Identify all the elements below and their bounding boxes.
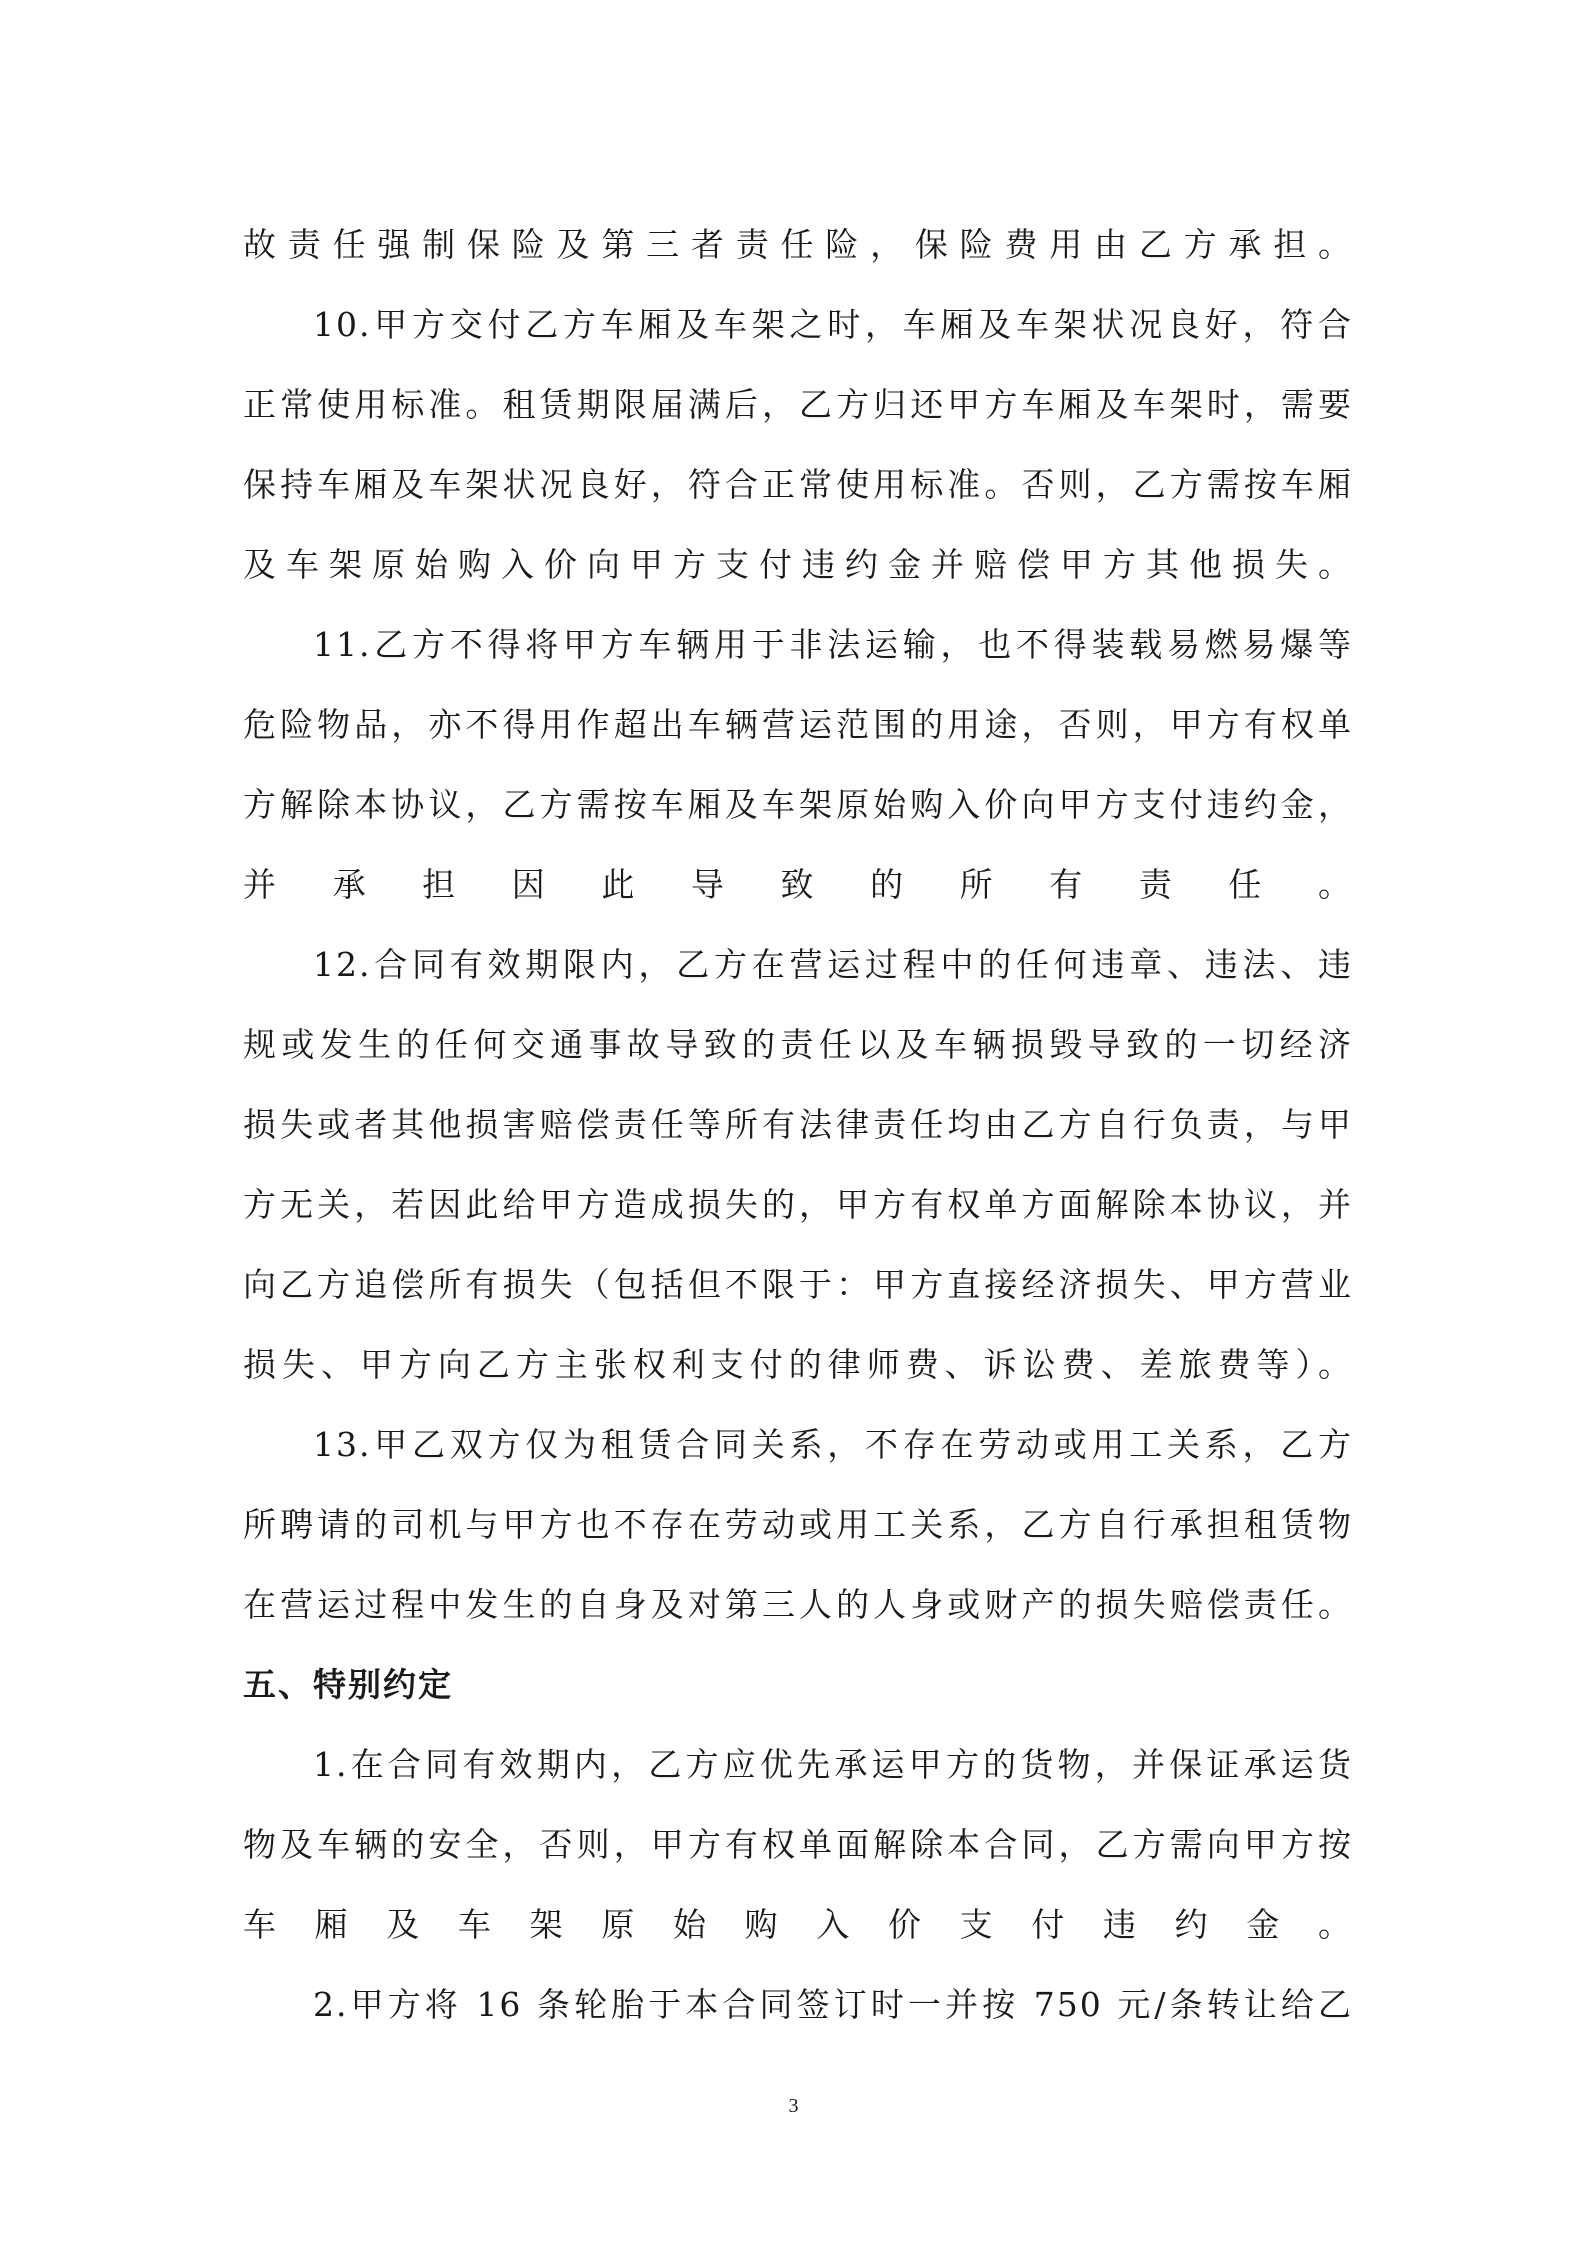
text-line: 损失或者其他损害赔偿责任等所有法律责任均由乙方自行负责，与甲: [243, 1105, 1353, 1144]
text-line: 1.在合同有效期内，乙方应优先承运甲方的货物，并保证承运货: [313, 1745, 1353, 1784]
text-line: 危险物品，亦不得用作超出车辆营运范围的用途，否则，甲方有权单: [243, 705, 1353, 744]
text-line: 及车架原始购入价向甲方支付违约金并赔偿甲方其他损失。: [243, 545, 1353, 584]
special-clause-1: [243, 1725, 1353, 1965]
text-line: 向乙方追偿所有损失（包括但不限于：甲方直接经济损失、甲方营业: [243, 1265, 1353, 1304]
text-line: 12.合同有效期限内，乙方在营运过程中的任何违章、违法、违: [313, 945, 1353, 984]
text-line: 方解除本协议，乙方需按车厢及车架原始购入价向甲方支付违约金，: [243, 785, 1353, 824]
text-line: 车厢及车架原始购入价支付违约金。: [243, 1905, 1353, 1944]
text-line: 并承担因此导致的所有责任。: [243, 865, 1353, 904]
document-body: [243, 205, 1353, 2045]
text-line: 方无关，若因此给甲方造成损失的，甲方有权单方面解除本协议，并: [243, 1185, 1353, 1224]
page-number: 3: [788, 2095, 799, 2117]
section-heading: 五、特别约定: [243, 1665, 453, 1704]
special-clause-2: [243, 1965, 1353, 2045]
text-line: 正常使用标准。租赁期限届满后，乙方归还甲方车厢及车架时，需要: [243, 385, 1353, 424]
text-line: 2.甲方将 16 条轮胎于本合同签订时一并按 750 元/条转让给乙: [313, 1985, 1353, 2024]
text-line: 损失、甲方向乙方主张权利支付的律师费、诉讼费、差旅费等）。: [243, 1345, 1353, 1384]
paragraph-continued: [243, 205, 1353, 285]
clause-10: [243, 285, 1353, 605]
clause-12: [243, 925, 1353, 1405]
text-line: 在营运过程中发生的自身及对第三人的人身或财产的损失赔偿责任。: [243, 1585, 1353, 1624]
text-line: 物及车辆的安全，否则，甲方有权单面解除本合同，乙方需向甲方按: [243, 1825, 1353, 1864]
text-line: 保持车厢及车架状况良好，符合正常使用标准。否则，乙方需按车厢: [243, 465, 1353, 504]
text-line: 规或发生的任何交通事故导致的责任以及车辆损毁导致的一切经济: [243, 1025, 1353, 1064]
text-line: 10.甲方交付乙方车厢及车架之时，车厢及车架状况良好，符合: [313, 305, 1353, 344]
clause-11: [243, 605, 1353, 925]
text-line: 故责任强制保险及第三者责任险，保险费用由乙方承担。: [243, 225, 1353, 264]
text-line: 13.甲乙双方仅为租赁合同关系，不存在劳动或用工关系，乙方: [313, 1425, 1353, 1464]
text-line: 11.乙方不得将甲方车辆用于非法运输，也不得装载易燃易爆等: [313, 625, 1353, 664]
text-line: 所聘请的司机与甲方也不存在劳动或用工关系，乙方自行承担租赁物: [243, 1505, 1353, 1544]
clause-13: [243, 1405, 1353, 1645]
